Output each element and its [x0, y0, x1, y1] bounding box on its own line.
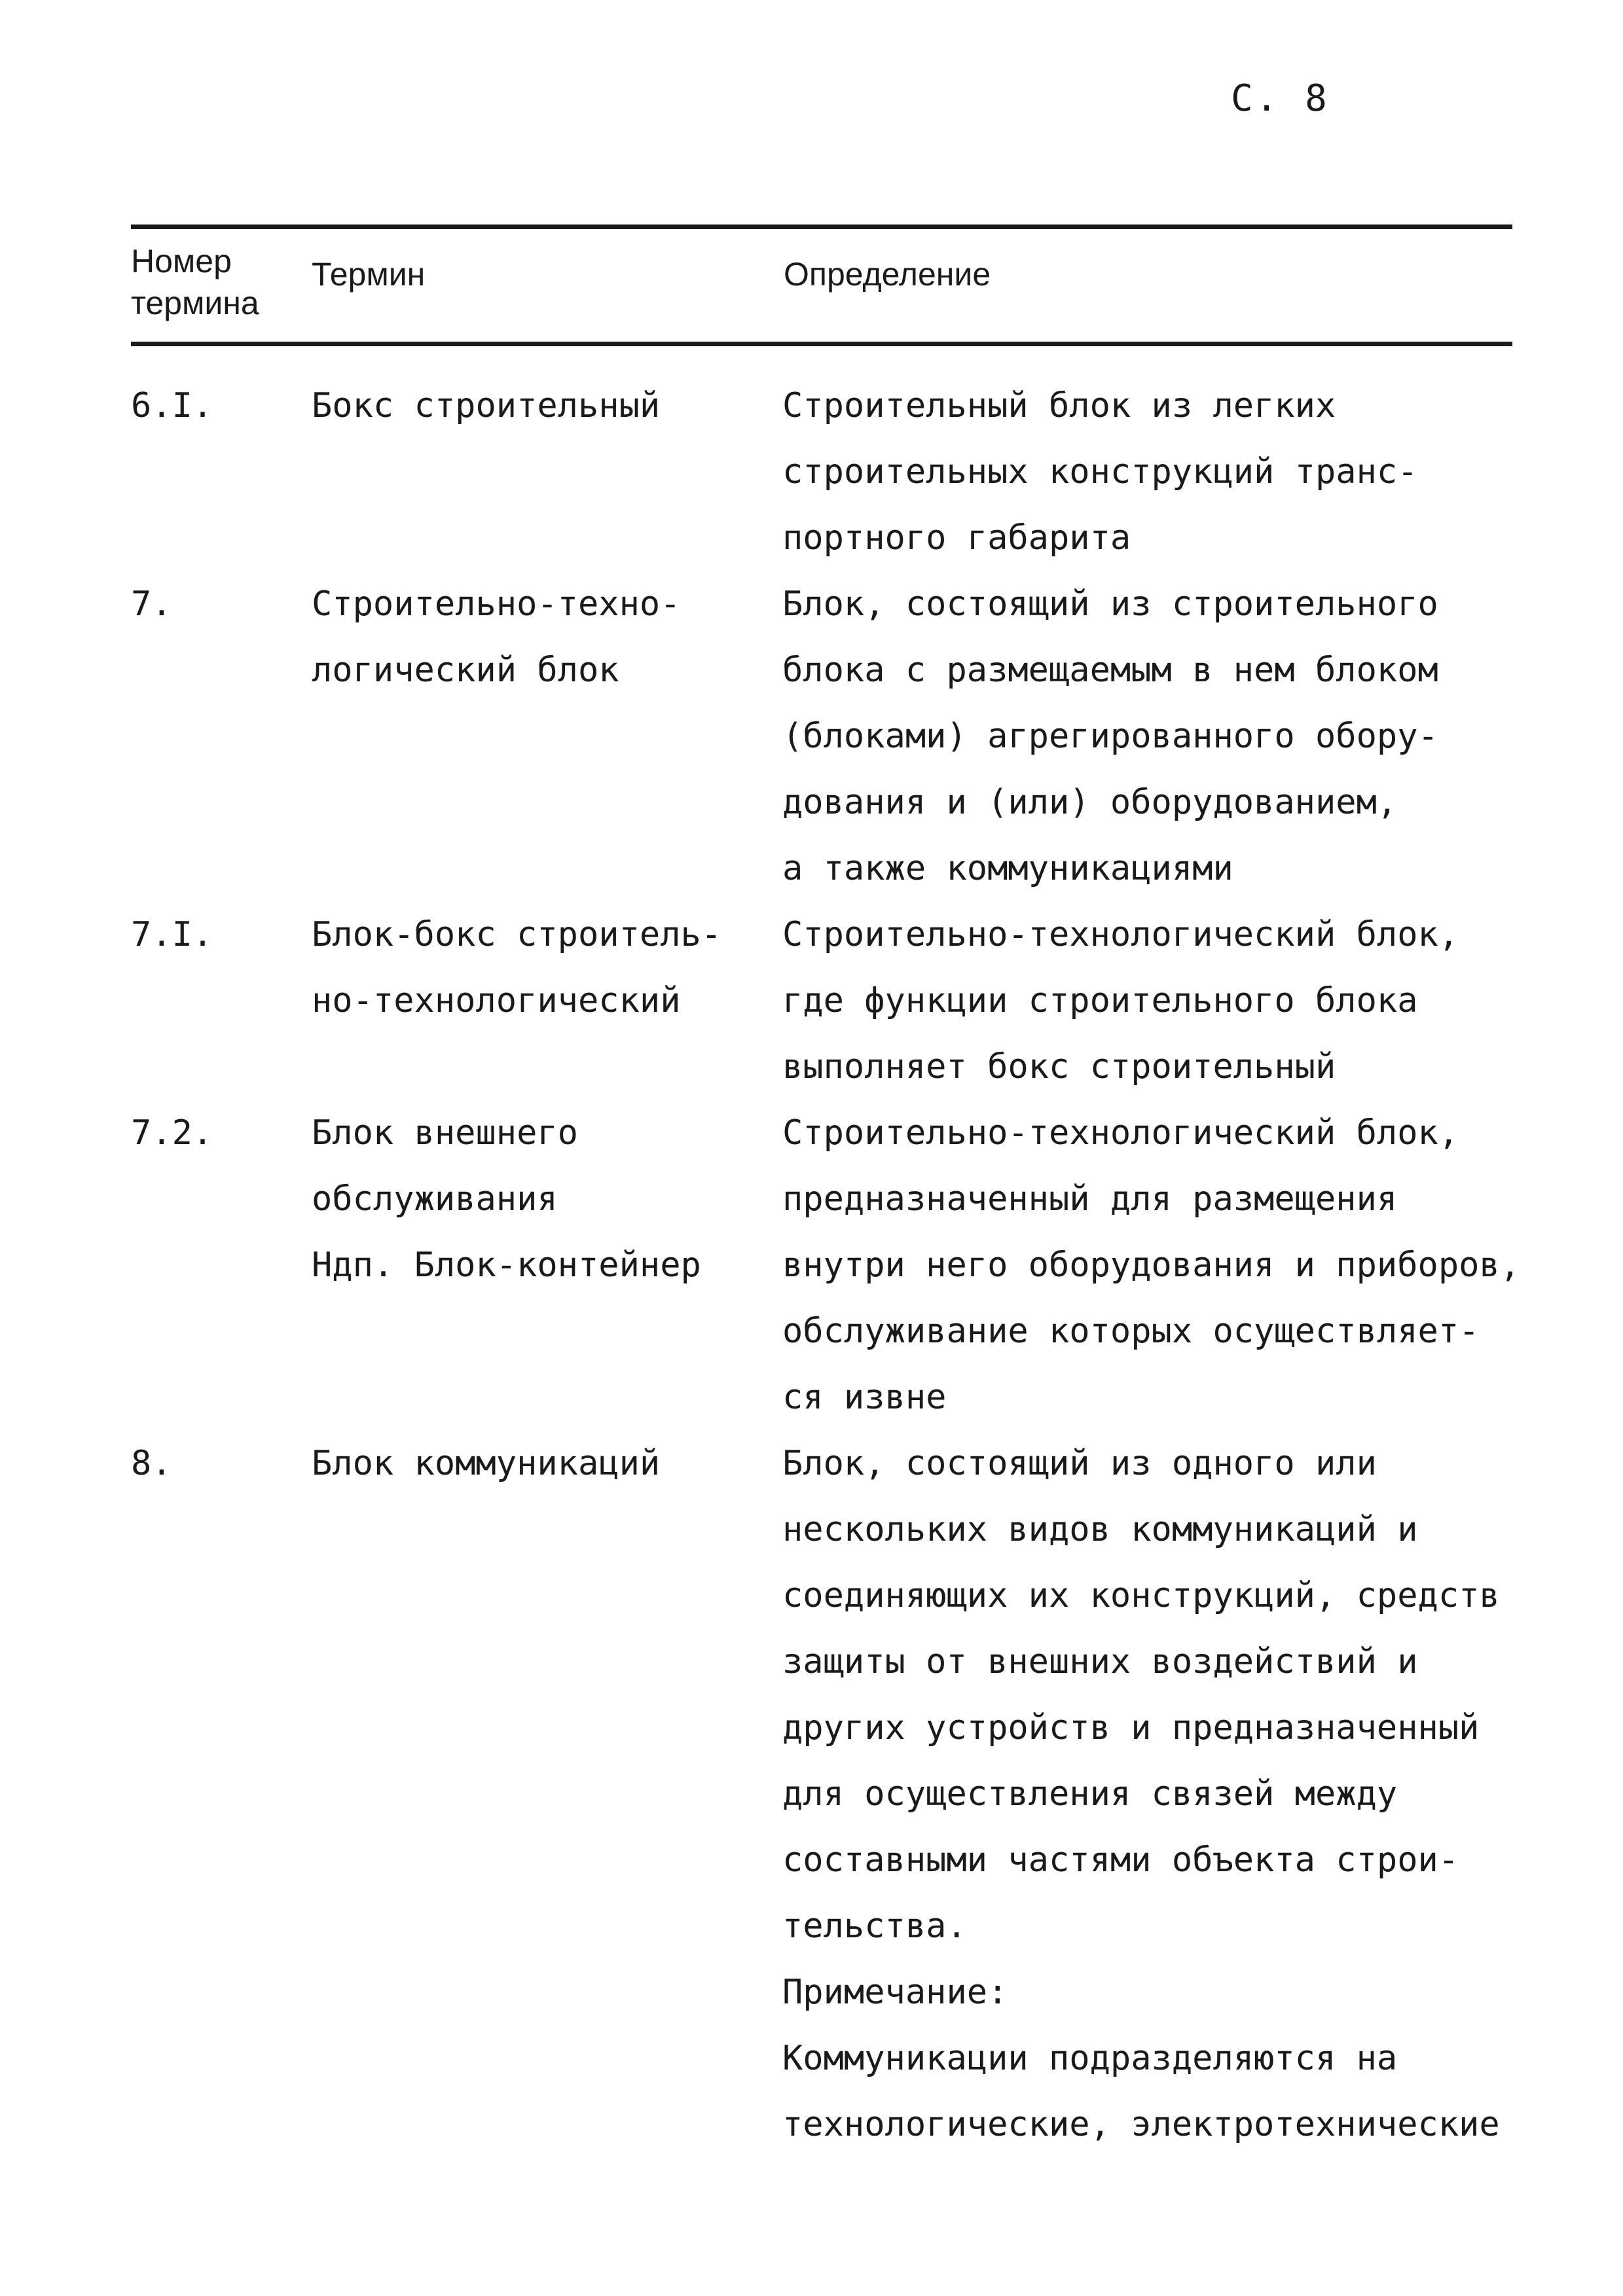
definition-line: где функции строительного блока [782, 981, 1418, 1020]
header-number-line: Номер [131, 243, 232, 279]
definition-line: (блоками) агрегированного обору- [782, 717, 1438, 756]
table-body [131, 373, 1521, 2158]
header-definition: Определение [784, 256, 991, 293]
term-name [312, 571, 681, 704]
header-term: Термин [312, 256, 426, 293]
term-definition [782, 1431, 1500, 2158]
definition-line: Примечание: [782, 1973, 1008, 2012]
term-definition [782, 1100, 1520, 1431]
definition-line: Строительно-технологический блок, [782, 1113, 1459, 1153]
definition-line: строительных конструкций транс- [782, 452, 1418, 492]
term-name [312, 1431, 660, 1497]
term-definition [782, 571, 1438, 902]
term-number [131, 1100, 213, 1166]
definition-line: Строительный блок из легких [782, 386, 1336, 425]
definition-line: а также коммуникациями [782, 849, 1233, 888]
term-line: Блок-бокс строитель- [312, 915, 722, 954]
definition-line: Строительно-технологический блок, [782, 915, 1459, 954]
definition-line: тельства. [782, 1907, 967, 1946]
table-row [131, 373, 1512, 571]
term-name [312, 1100, 701, 1299]
definition-line: ся извне [782, 1378, 947, 1417]
term-line: Строительно-техно- [312, 584, 681, 624]
term-definition [782, 373, 1418, 571]
definition-line: обслуживание которых осуществляет- [782, 1312, 1480, 1351]
term-number-text: 7.2. [131, 1113, 213, 1153]
definition-line: для осуществления связей между [782, 1774, 1398, 1814]
definition-line: других устройств и предназначенный [782, 1708, 1480, 1748]
term-number-text: 8. [131, 1444, 172, 1483]
definition-line: внутри него оборудования и приборов, [782, 1246, 1521, 1285]
table-top-rule [131, 224, 1512, 229]
definition-line: дования и (или) оборудованием, [782, 783, 1398, 822]
term-number-text: 7. [131, 584, 172, 624]
table-header-rule [131, 342, 1512, 346]
term-line: логический блок [312, 651, 619, 690]
term-line: Ндп. Блок-контейнер [312, 1246, 701, 1285]
definition-line: защиты от внешних воздействий и [782, 1642, 1418, 1681]
table-row [131, 1100, 1521, 1431]
term-number [131, 1431, 172, 1497]
term-line: Блок коммуникаций [312, 1444, 661, 1483]
term-definition [782, 902, 1459, 1100]
page-number: С. 8 [1231, 77, 1330, 120]
header-term-number [131, 240, 259, 324]
term-number-text: 6.I. [131, 386, 213, 425]
definition-line: нескольких видов коммуникаций и [782, 1510, 1418, 1549]
definition-line: Коммуникации подразделяются на [782, 2039, 1398, 2078]
header-number-line: термина [131, 285, 259, 321]
term-line: обслуживания [312, 1179, 558, 1219]
term-line: Бокс строительный [312, 386, 661, 425]
term-name [312, 373, 660, 439]
definition-line: предназначенный для размещения [782, 1179, 1398, 1219]
definition-line: портного габарита [782, 518, 1131, 558]
term-name [312, 902, 721, 1034]
term-number [131, 373, 213, 439]
definition-line: блока с размещаемым в нем блоком [782, 651, 1438, 690]
definition-line: составными частями объекта строи- [782, 1840, 1459, 1880]
table-row [131, 571, 1512, 902]
table-row [131, 902, 1512, 1100]
definition-line: Блок, состоящий из строительного [782, 584, 1438, 624]
term-number-text: 7.I. [131, 915, 213, 954]
definition-line: технологические, электротехнические [782, 2105, 1500, 2144]
term-line: но-технологический [312, 981, 681, 1020]
term-number [131, 571, 172, 637]
term-number [131, 902, 213, 968]
definition-line: Блок, состоящий из одного или [782, 1444, 1377, 1483]
table-row [131, 1431, 1512, 2158]
definition-line: соединяющих их конструкций, средств [782, 1576, 1500, 1615]
definition-line: выполняет бокс строительный [782, 1047, 1336, 1086]
term-line: Блок внешнего [312, 1113, 578, 1153]
